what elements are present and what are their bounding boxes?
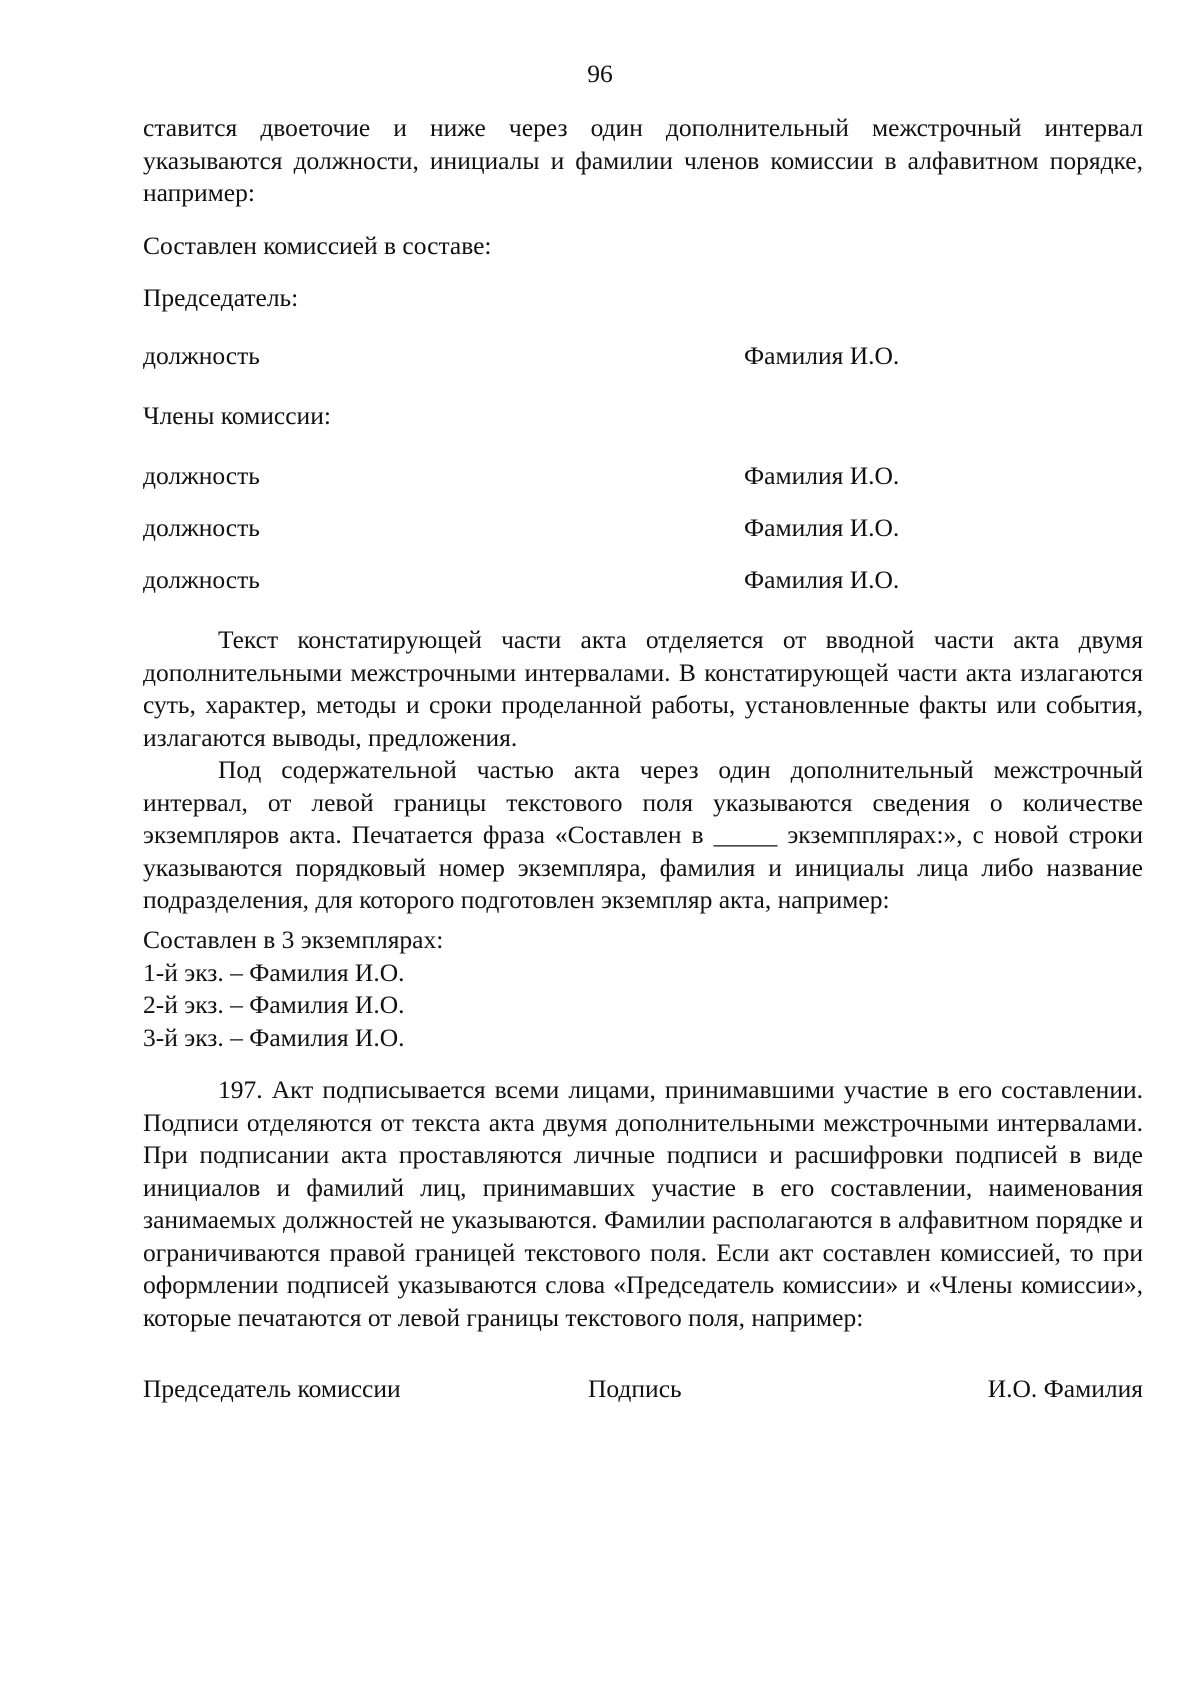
signature-example-row: [143, 1373, 1143, 1406]
paragraph-197: 197. Акт подписывается всеми лицами, принимавшими участие в его составлении. Подписи отделяются от текста акта двумя дополнительными межстрочными интервалами. При подписании акта проставляются личные подписи и расшифровки подписей в виде инициалов и фамилий лиц, принимавших участие в его составлении, наименования занимаемых должностей не указываются. Фамилии располагаются в алфавитном порядке и ограничиваются правой границей текстового поля. Если акт составлен комиссией, то при оформлении подписей указываются слова «Председатель комиссии» и «Члены комиссии», которые печатаются от левой границы текстового поля, например:: [143, 1075, 1143, 1332]
copy-item: 2-й экз. – Фамилия И.О.: [143, 990, 405, 1019]
member-row: [143, 460, 1143, 493]
copy-item: 3-й экз. – Фамилия И.О.: [143, 1022, 405, 1052]
chair-name: Фамилия И.О.: [744, 341, 900, 370]
copies-paragraph: Под содержательной частью акта через один дополнительный межстрочный интервал, от левой границы текстового поля указываются сведения о количестве экземпляров акта. Печатается фраза «Составлен в _____ экземпплярах:», с новой строки указываются порядковый номер экземпляра, фамилия и инициалы лица либо название подразделения, для которого подготовлен экземпляр акта, например:: [143, 755, 1143, 914]
member-position: должность: [143, 513, 260, 542]
copies-example: [143, 924, 1143, 1054]
signature-placeholder: Подпись: [588, 1374, 682, 1403]
intro-paragraph: ставится двоеточие и ниже через один дополнительный межстрочный интервал указываются должности, инициалы и фамилии членов комиссии в алфавитном порядке, например:: [143, 113, 1143, 207]
chair-row: [143, 340, 1143, 373]
signature-name: И.О. Фамилия: [987, 1374, 1143, 1403]
chair-position: должность: [143, 341, 260, 370]
signature-role: Председатель комиссии: [143, 1374, 401, 1403]
commission-heading: Составлен комиссией в составе:: [143, 231, 492, 260]
member-position: должность: [143, 565, 260, 594]
members-label: Члены комиссии:: [143, 401, 331, 430]
copy-item: 1-й экз. – Фамилия И.О.: [143, 957, 405, 987]
member-name: Фамилия И.О.: [744, 565, 900, 594]
member-name: Фамилия И.О.: [744, 461, 900, 490]
member-name: Фамилия И.О.: [744, 513, 900, 542]
copies-heading: Составлен в 3 экземплярах:: [143, 925, 444, 954]
page-number: 96: [587, 59, 613, 88]
member-row: [143, 564, 1143, 597]
member-row: [143, 512, 1143, 545]
chair-label: Председатель:: [143, 283, 299, 312]
stating-part-paragraph: Текст констатирующей части акта отделяется от вводной части акта двумя дополнительными межстрочными интервалами. В констатирующей части акта излагаются суть, характер, методы и сроки проделанной работы, установленные факты или события, излагаются выводы, предложения.: [143, 625, 1143, 752]
member-position: должность: [143, 461, 260, 490]
